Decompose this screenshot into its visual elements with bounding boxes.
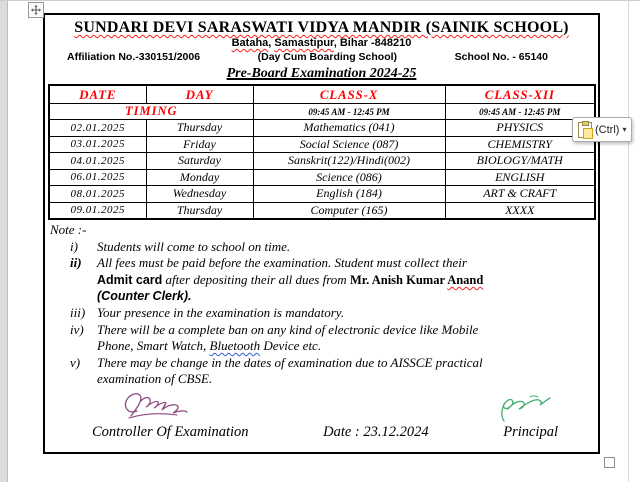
table-row: 09.01.2025 Thursday Computer (165) XXXX [49, 202, 595, 219]
controller-of-examination-label: Controller Of Examination [92, 424, 249, 440]
note-text-ii: All fees must be paid before the examination. Student must collect their Admit card after depositing their all dues from Mr. Anish Kumar Anand (Counter Clerk). [97, 255, 484, 304]
affiliation-row [45, 50, 598, 64]
exam-title: Pre-Board Examination 2024-25 [226, 66, 417, 81]
note-label-ii: ii) [70, 255, 82, 271]
window-top-edge [0, 0, 640, 1]
note-text-i: Students will come to school on time. [97, 238, 291, 254]
table-row: 03.01.2025 Friday Social Science (087) CHEMISTRY [49, 136, 595, 153]
school-number: School No. - 65140 [454, 51, 548, 63]
note-item-3 [70, 305, 598, 322]
table-move-handle[interactable] [28, 2, 44, 18]
timing-label: TIMING [49, 104, 253, 120]
date-label: Date : 23.12.2024 [323, 424, 429, 440]
header-date: DATE [49, 85, 146, 104]
notes-heading: Note :- [50, 222, 87, 237]
note-label-v: v) [70, 354, 81, 370]
timing-class-x: 09:45 AM - 12:45 PM [253, 104, 445, 120]
table-resize-handle[interactable] [604, 457, 615, 468]
note-item-2 [70, 255, 598, 305]
affiliation-number: Affiliation No.-330151/2006 [67, 51, 201, 63]
table-row: 06.01.2025 Monday Science (086) ENGLISH [49, 169, 595, 186]
window-right-edge [628, 0, 629, 482]
table-header-row [49, 85, 595, 104]
clerk-surname-bold: Anand [447, 272, 484, 287]
timing-row [49, 104, 595, 120]
paste-button-label: (Ctrl) [595, 123, 620, 136]
page-left-margin-strip [0, 0, 8, 482]
timing-class-xii: 09:45 AM - 12:45 PM [445, 104, 595, 120]
exam-schedule-table [48, 84, 596, 220]
header-day: DAY [146, 85, 253, 104]
note-item-5 [70, 355, 598, 388]
principal-label: Principal [503, 424, 558, 440]
note-label-iv: iv) [70, 321, 84, 337]
counter-clerk-bold: (Counter Clerk). [97, 289, 192, 304]
address-word-samastipur: Samastipur [274, 37, 334, 49]
note-item-4 [70, 322, 598, 355]
clerk-name-bold: Mr. Anish Kumar [349, 272, 448, 287]
school-type: (Day Cum Boarding School) [257, 51, 398, 63]
header-class-xii: CLASS-XII [445, 85, 595, 104]
footer-row [45, 424, 598, 441]
paste-options-button[interactable] [572, 117, 632, 142]
note-label-iii: iii) [70, 304, 86, 320]
dropdown-arrow-icon[interactable]: ▾ [622, 124, 627, 134]
notes-section [50, 222, 598, 388]
table-row: 02.01.2025 Thursday Mathematics (041) PHYSICS [49, 120, 595, 137]
move-cross-icon [31, 5, 41, 15]
school-name-title: SUNDARI DEVI SARASWATI VIDYA MANDIR (SAINIK SCHOOL) [74, 19, 569, 36]
document-page[interactable] [43, 13, 600, 454]
note-item-1 [70, 239, 598, 256]
note-text-v: There may be change in the dates of examination due to AISSCE practical examination of CBSE. [97, 354, 483, 387]
school-address: Bataha, Samastipur, Bihar -848210 [231, 37, 412, 49]
note-label-i: i) [70, 238, 78, 254]
header-class-x: CLASS-X [253, 85, 445, 104]
table-row: 04.01.2025 Saturday Sanskrit(122)/Hindi(002) BIOLOGY/MATH [49, 153, 595, 170]
note-text-iv: There will be a complete ban on any kind of electronic device like Mobile Phone, Smart Watch, Bluetooth Device etc. [97, 321, 479, 354]
table-row: 08.01.2025 Wednesday English (184) ART & CRAFT [49, 186, 595, 203]
bluetooth-grammar-flag: Bluetooth [209, 338, 261, 354]
admit-card-bold: Admit card [97, 272, 163, 287]
note-text-iii: Your presence in the examination is mandatory. [97, 304, 345, 320]
address-word-bataha: Bataha [231, 37, 269, 49]
clipboard-paste-icon [578, 122, 592, 138]
